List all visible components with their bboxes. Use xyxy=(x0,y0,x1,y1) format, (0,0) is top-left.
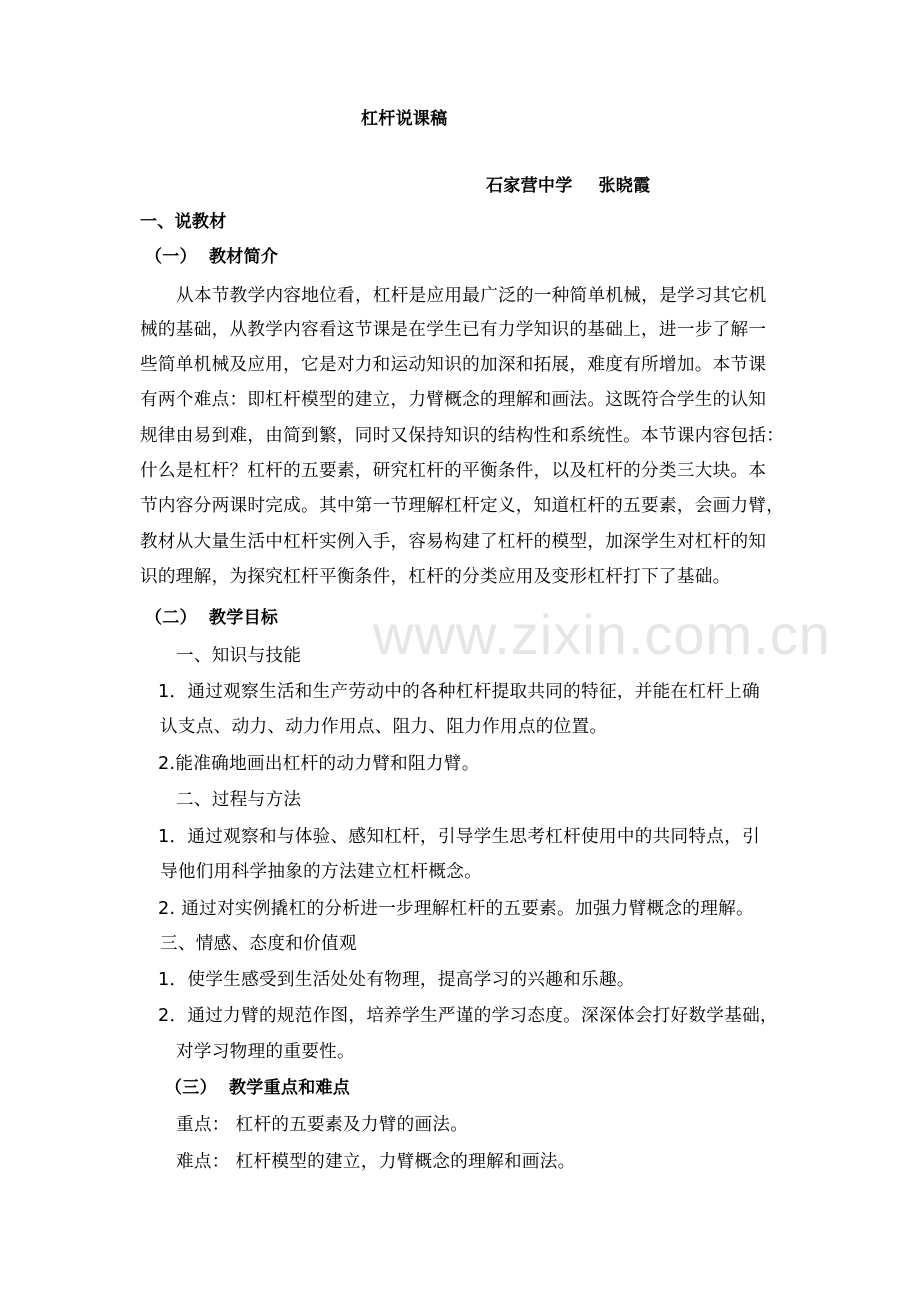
subsection-2-heading xyxy=(145,606,278,630)
watermark: www.zixin.com.cn xyxy=(373,603,831,666)
subsection-2-label: 教学目标 xyxy=(209,608,279,628)
key-point: 重点： 杠杆的五要素及力臂的画法。 xyxy=(176,1115,469,1135)
paragraph-1-line-5: 规律由易到难，由简到繁，同时又保持知识的结构性和系统性。本节课内容包括： xyxy=(140,426,785,446)
subsection-1-number: （一） xyxy=(145,247,197,267)
paragraph-1-line-7: 节内容分两课时完成。其中第一节理解杠杆定义，知道杠杆的五要素，会画力臂， xyxy=(140,496,785,516)
subsection-2-number: （二） xyxy=(145,608,197,628)
author-name: 张晓霞 xyxy=(598,176,651,196)
goal-1-item-2: 2.能准确地画出杠杆的动力臂和阻力臂。 xyxy=(158,754,480,774)
author-line xyxy=(486,174,650,198)
document-title: 杠杆说课稿 xyxy=(361,109,448,129)
paragraph-1-line-8: 教材从大量生活中杠杆实例入手，容易构建了杠杆的模型，加深学生对杠杆的知 xyxy=(140,532,767,552)
paragraph-1-line-2: 械的基础，从教学内容看这节课是在学生已有力学知识的基础上，进一步了解一 xyxy=(140,320,767,340)
subsection-1-label: 教材简介 xyxy=(209,247,279,267)
goal-3-heading: 三、情感、态度和价值观 xyxy=(160,934,357,954)
paragraph-1-line-1: 从本节教学内容地位看，杠杆是应用最广泛的一种简单机械，是学习其它机 xyxy=(176,286,767,306)
paragraph-1-line-4: 有两个难点：即杠杆模型的建立，力臂概念的理解和画法。这既符合学生的认知 xyxy=(140,390,767,410)
goal-2-item-2: 2. 通过对实例撬杠的分析进一步理解杠杆的五要素。加强力臂概念的理解。 xyxy=(158,899,754,919)
goal-2-heading: 二、过程与方法 xyxy=(176,790,302,810)
author-school: 石家营中学 xyxy=(486,176,573,196)
section-1-heading: 一、说教材 xyxy=(140,212,227,232)
paragraph-1-line-6: 什么是杠杆？杠杆的五要素，研究杠杆的平衡条件，以及杠杆的分类三大块。本 xyxy=(140,461,767,481)
subsection-3-heading xyxy=(165,1076,350,1100)
goal-2-item-1-line-1: 1．通过观察和与体验、感知杠杆，引导学生思考杠杆使用中的共同特点，引 xyxy=(158,827,760,847)
goal-3-item-2-line-2: 对学习物理的重要性。 xyxy=(176,1042,355,1062)
difficult-point: 难点： 杠杆模型的建立，力臂概念的理解和画法。 xyxy=(176,1152,576,1172)
goal-1-heading: 一、知识与技能 xyxy=(176,646,302,666)
paragraph-1-line-9: 识的理解，为探究杠杆平衡条件，杠杆的分类应用及变形杠杆打下了基础。 xyxy=(140,567,731,587)
subsection-1-heading xyxy=(145,245,278,269)
subsection-3-number: （三） xyxy=(165,1078,217,1098)
paragraph-1-line-3: 些简单机械及应用，它是对力和运动知识的加深和拓展，难度有所增加。本节课 xyxy=(140,355,767,375)
subsection-3-label: 教学重点和难点 xyxy=(229,1078,351,1098)
goal-1-item-1-line-2: 认支点、动力、动力作用点、阻力、阻力作用点的位置。 xyxy=(160,717,608,737)
goal-3-item-2-line-1: 2．通过力臂的规范作图，培养学生严谨的学习态度。深深体会打好数学基础， xyxy=(158,1006,778,1026)
goal-1-item-1-line-1: 1．通过观察生活和生产劳动中的各种杠杆提取共同的特征，并能在杠杆上确 xyxy=(158,682,760,702)
goal-2-item-1-line-2: 导他们用科学抽象的方法建立杠杆概念。 xyxy=(160,862,483,882)
goal-3-item-1: 1．使学生感受到生活处处有物理，提高学习的兴趣和乐趣。 xyxy=(158,970,635,990)
